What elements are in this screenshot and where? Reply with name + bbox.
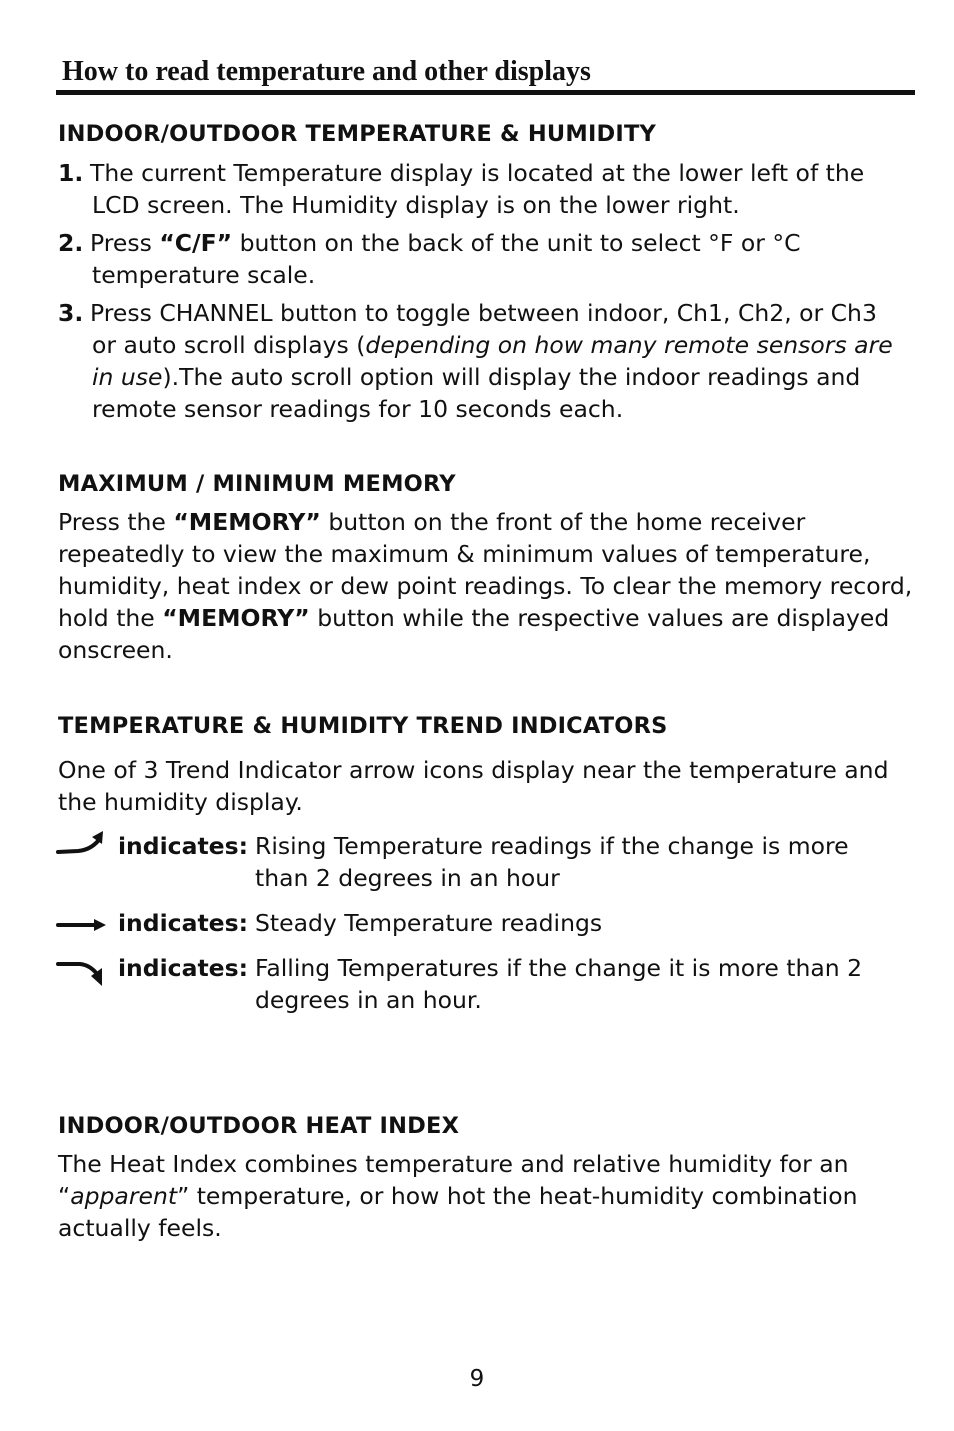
list-item-text: Press “C/F” button on the back of the unit to select °F or °C xyxy=(90,229,801,257)
list-item-text: or auto scroll displays (depending on how many remote sensors are xyxy=(92,331,893,359)
trend-intro-paragraph: One of 3 Trend Indicator arrow icons display near the temperature and the humidity display. xyxy=(58,756,889,816)
list-item-text: in use).The auto scroll option will display the indoor readings and xyxy=(92,363,861,391)
list-item-number: 3. xyxy=(58,299,84,327)
trend-label: indicates: xyxy=(118,954,249,982)
list-item-text: LCD screen. The Humidity display is on the lower right. xyxy=(92,191,740,219)
memory-button-name: “MEMORY” xyxy=(162,604,310,632)
section-heading-temperature-humidity: INDOOR/OUTDOOR TEMPERATURE & HUMIDITY xyxy=(58,121,657,147)
list-item-2 xyxy=(58,227,918,291)
list-item-text: The current Temperature display is located at the lower left of the xyxy=(90,159,865,187)
rising-arrow-icon xyxy=(56,830,108,862)
list-item-number: 2. xyxy=(58,229,84,257)
trend-row-falling xyxy=(56,952,916,1018)
heat-index-paragraph: The Heat Index combines temperature and relative humidity for an “apparent” temperature, or how hot the heat-humidity combination actually feels. xyxy=(58,1150,858,1242)
section-heading-trend-indicators: TEMPERATURE & HUMIDITY TREND INDICATORS xyxy=(58,713,668,739)
falling-arrow-icon xyxy=(56,952,108,988)
trend-description: Rising Temperature readings if the change is more than 2 degrees in an hour xyxy=(255,832,849,892)
trend-description: Falling Temperatures if the change it is more than 2 degrees in an hour. xyxy=(255,954,863,1014)
trend-label: indicates: xyxy=(118,909,249,937)
memory-button-name: “MEMORY” xyxy=(173,508,321,536)
section-heading-memory: MAXIMUM / MINIMUM MEMORY xyxy=(58,471,456,497)
page-title: How to read temperature and other displays xyxy=(62,56,591,87)
steady-arrow-icon xyxy=(56,907,108,939)
page-number: 9 xyxy=(469,1366,485,1392)
title-rule xyxy=(56,90,915,95)
list-item-text: remote sensor readings for 10 seconds each. xyxy=(92,395,624,423)
list-item-text: Press CHANNEL button to toggle between indoor, Ch1, Ch2, or Ch3 xyxy=(90,299,877,327)
list-item-1 xyxy=(58,157,918,221)
trend-description: Steady Temperature readings xyxy=(255,909,603,937)
cf-button-name: “C/F” xyxy=(159,229,233,257)
trend-row-rising xyxy=(56,830,916,896)
list-item-text: temperature scale. xyxy=(92,261,316,289)
memory-paragraph: Press the “MEMORY” button on the front of the home receiver repeatedly to view the maximum & minimum values of temperature, humidity, heat index or dew point readings. To clear the memory record, hold the “MEMORY” button while the respective values are displayed onscreen. xyxy=(58,508,913,664)
list-item-number: 1. xyxy=(58,159,84,187)
trend-label: indicates: xyxy=(118,832,249,860)
list-item-3 xyxy=(58,297,918,425)
section-heading-heat-index: INDOOR/OUTDOOR HEAT INDEX xyxy=(58,1113,460,1139)
